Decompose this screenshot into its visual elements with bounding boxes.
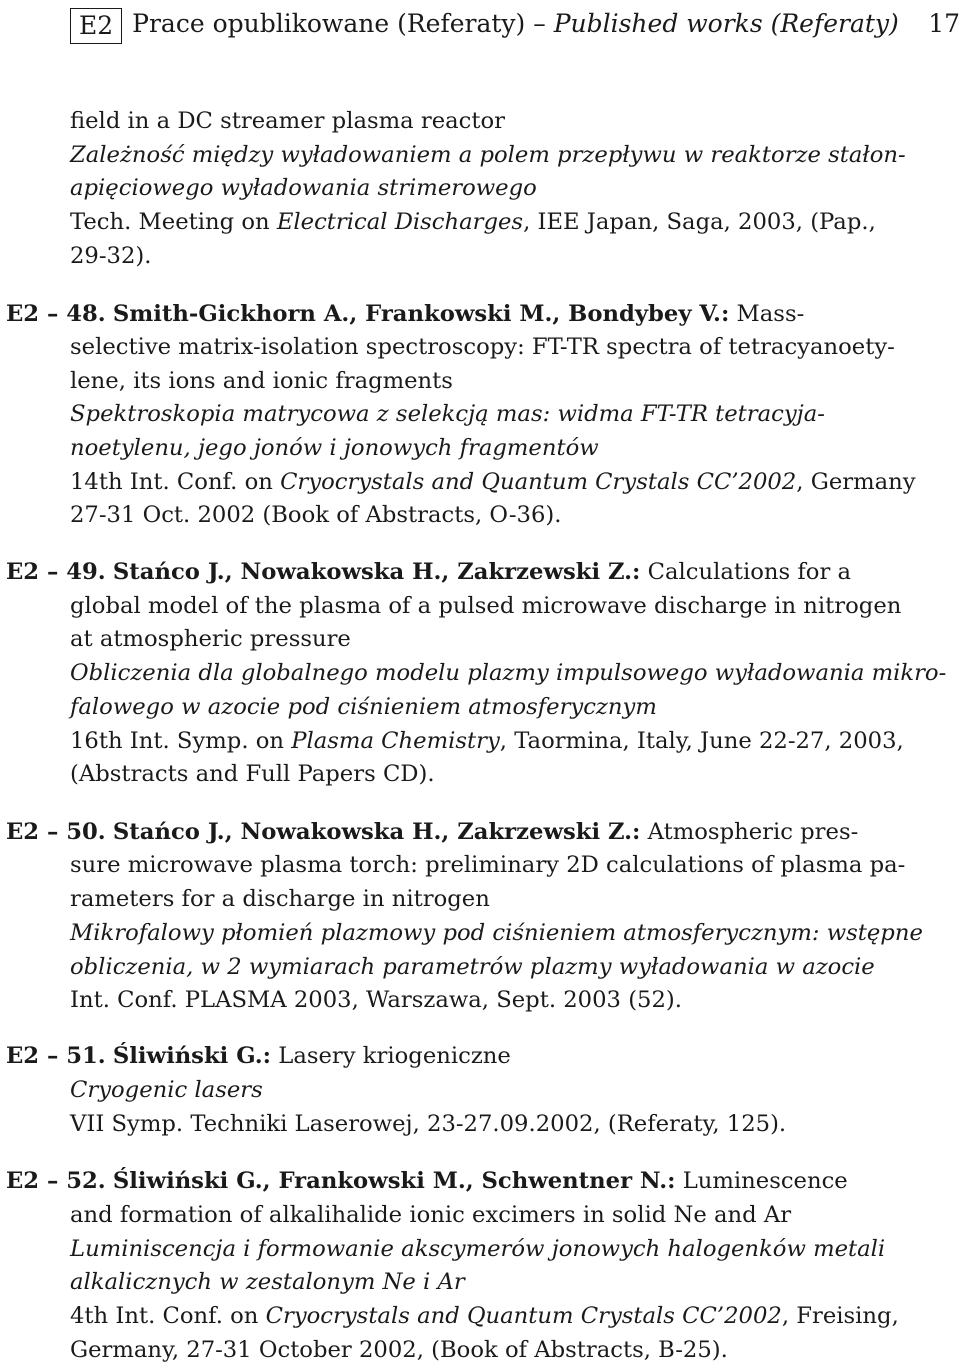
entry-venue: (Abstracts and Full Papers CD). — [70, 761, 435, 787]
continued-polish-title-line: apięciowego wyładowania strimerowego — [70, 175, 537, 201]
entry-authors: Smith-Gickhorn A., Frankowski M., Bondybey V.: — [112, 301, 730, 327]
header-title-en: Published works (Referaty) — [553, 9, 899, 38]
entry-venue: Germany, 27-31 October 2002, (Book of Abstracts, B-25). — [70, 1337, 728, 1363]
entry-polish-title-line: noetylenu, jego jonów i jonowych fragmentów — [70, 435, 599, 461]
continued-polish-title-line: Zależność między wyładowaniem a polem przepływu w reaktorze stałon- — [70, 142, 906, 168]
entry-polish-title-line: Spektroskopia matrycowa z selekcją mas: widma FT-TR tetracyja- — [70, 401, 825, 427]
entry-50-heading — [6, 815, 960, 849]
entry-polish-title-line: Luminiscencja i formowanie akscymerów jonowych halogenków metali — [70, 1236, 886, 1262]
page-number: 17 — [928, 9, 960, 38]
entry-venue: 27-31 Oct. 2002 (Book of Abstracts, O-36). — [70, 502, 562, 528]
entry-polish-title-line: Obliczenia dla globalnego modelu plazmy impulsowego wyładowania mikro- — [70, 660, 947, 686]
entry-polish-title-line: falowego w azocie pod ciśnieniem atmosferycznym — [70, 694, 657, 720]
entry-authors: Stańco J., Nowakowska H., Zakrzewski Z.: — [112, 819, 641, 845]
entry-title: Calculations for a — [647, 559, 852, 585]
venue-name: Cryocrystals and Quantum Crystals CC’2002 — [265, 1303, 782, 1329]
entry-title-line: and formation of alkalihalide ionic excimers in solid Ne and Ar — [70, 1202, 792, 1228]
entry-51-heading — [6, 1039, 960, 1073]
entry-title: Lasery kriogeniczne — [278, 1043, 511, 1069]
entry-number: E2 – 49. — [6, 559, 106, 585]
entry-49-heading — [6, 555, 960, 589]
entry-polish-title-line: Mikrofalowy płomień plazmowy pod ciśnieniem atmosferycznym: wstępne — [70, 920, 923, 946]
venue-text: 14th Int. Conf. on — [70, 469, 281, 495]
entry-number: E2 – 50. — [6, 819, 106, 845]
entry-authors: Stańco J., Nowakowska H., Zakrzewski Z.: — [112, 559, 641, 585]
entry-title: Mass- — [736, 301, 805, 327]
venue-text: , IEE Japan, Saga, 2003, (Pap., — [523, 209, 876, 235]
entry-number: E2 – 51. — [6, 1043, 106, 1069]
entry-venue — [70, 1299, 960, 1333]
venue-text: , Freising, — [781, 1303, 899, 1329]
entry-title: Atmospheric pres- — [647, 819, 859, 845]
entry-title: Luminescence — [682, 1168, 848, 1194]
continued-venue — [70, 205, 960, 239]
venue-text: 16th Int. Symp. on — [70, 728, 292, 754]
entry-title-line: sure microwave plasma torch: preliminary 2D calculations of plasma pa- — [70, 852, 906, 878]
venue-name: Electrical Discharges — [276, 209, 524, 235]
entry-title-line: selective matrix-isolation spectroscopy: FT-TR spectra of tetracyanoety- — [70, 334, 895, 360]
venue-name: Cryocrystals and Quantum Crystals CC’2002 — [280, 469, 797, 495]
continued-venue: 29-32). — [70, 243, 152, 269]
entry-number: E2 – 52. — [6, 1168, 106, 1194]
venue-text: Tech. Meeting on — [70, 209, 277, 235]
entry-english-title: Cryogenic lasers — [70, 1077, 263, 1103]
entry-48-heading — [6, 297, 960, 331]
continued-title: field in a DC streamer plasma reactor — [70, 108, 506, 134]
entry-title-line: rameters for a discharge in nitrogen — [70, 886, 490, 912]
entry-title-line: at atmospheric pressure — [70, 626, 351, 652]
entry-venue: Int. Conf. PLASMA 2003, Warszawa, Sept. 2003 (52). — [70, 987, 682, 1013]
venue-text: , Germany — [796, 469, 916, 495]
venue-text: 4th Int. Conf. on — [70, 1303, 266, 1329]
entry-authors: Śliwiński G.: — [112, 1043, 272, 1069]
entry-polish-title-line: alkalicznych w zestalonym Ne i Ar — [70, 1269, 465, 1295]
header-title-pl: Prace opublikowane (Referaty) — [132, 9, 526, 38]
entry-52-heading — [6, 1164, 960, 1198]
header-dash: – — [533, 9, 546, 38]
entry-venue: VII Symp. Techniki Laserowej, 23-27.09.2002, (Referaty, 125). — [70, 1111, 787, 1137]
venue-text: , Taormina, Italy, June 22-27, 2003, — [499, 728, 904, 754]
entry-venue — [70, 465, 960, 499]
entry-venue — [70, 724, 960, 758]
venue-name: Plasma Chemistry — [291, 728, 500, 754]
section-code-box: E2 — [70, 8, 122, 44]
entry-polish-title-line: obliczenia, w 2 wymiarach parametrów plazmy wyładowania w azocie — [70, 954, 875, 980]
entry-number: E2 – 48. — [6, 301, 106, 327]
entry-title-line: global model of the plasma of a pulsed microwave discharge in nitrogen — [70, 593, 902, 619]
entry-authors: Śliwiński G., Frankowski M., Schwentner N.: — [112, 1168, 676, 1194]
entry-title-line: lene, its ions and ionic fragments — [70, 368, 453, 394]
